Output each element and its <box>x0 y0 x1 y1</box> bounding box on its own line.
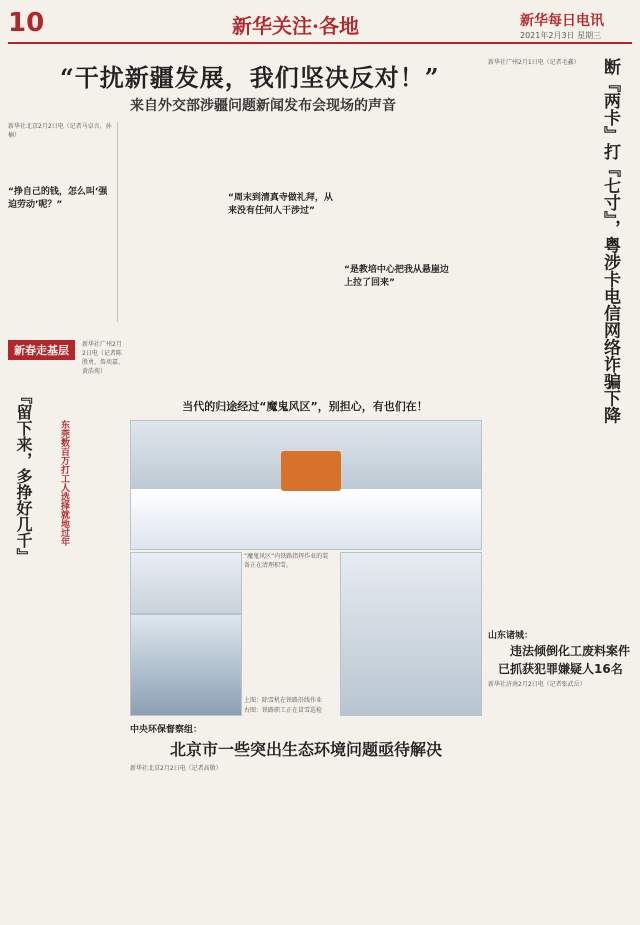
bottom-headline: 北京市一些突出生态环境问题亟待解决 <box>170 740 443 759</box>
right-bottom-dateline: 新华社济南2月2日电（记者张武岳） <box>488 681 586 688</box>
article-column-3 <box>228 122 338 322</box>
main-subhead: 来自外交部涉疆问题新闻发布会现场的声音 <box>130 98 396 114</box>
photo-caption-left: “魔鬼风区”内铁路指挥作业的装备正在清理积雪。 <box>244 553 329 569</box>
photo-caption-body <box>244 552 334 712</box>
right-bottom-headline-2: 已抓获犯罪嫌疑人16名 <box>498 662 623 676</box>
inset-photo-worker-right <box>340 552 482 716</box>
bottom-section-label: 中央环保督察组： <box>130 725 203 735</box>
main-subsection-3: “是教培中心把我从悬崖边上拉了回来” <box>344 265 449 288</box>
right-dateline: 新华社广州2月1日电（记者毛鑫） <box>488 59 580 66</box>
section-masthead: 新华关注·各地 <box>232 14 359 38</box>
newspaper-brand: 新华每日电讯 <box>520 13 604 29</box>
bottom-column-1 <box>130 764 240 914</box>
feature-tag: 新春走基层 <box>8 340 75 360</box>
issue-date: 2021年2月3日 星期三 <box>520 31 602 40</box>
column-divider <box>117 122 118 322</box>
main-subsection-1: “挣自己的钱，怎么叫‘强迫劳动’呢？” <box>8 187 108 210</box>
bottom-dateline: 新华社北京2月2日电（记者高敬） <box>130 765 222 772</box>
main-photo-snow-train <box>130 420 482 550</box>
photo-small-caption-2: 右图：铁路职工正在冒雪巡检 <box>244 707 323 714</box>
main-dateline: 新华社北京2月2日电（记者马卓言、孙楠） <box>8 123 112 139</box>
right-article-body <box>488 58 592 638</box>
right-bottom-headline: 违法倾倒化工废料案件 <box>510 644 631 658</box>
right-bottom-body <box>488 680 632 915</box>
feature-body <box>82 340 124 680</box>
header-rule <box>8 42 632 44</box>
feature-dateline: 新华社广州2月2日电（记者陈胜勇、詹奕嘉、黄浩苑） <box>82 341 124 375</box>
photo-small-caption-1: 上图：除雪机在铁路沿线作业 <box>244 697 323 704</box>
snowplow-vehicle <box>281 451 341 491</box>
photo-caption-title: 当代的归途经过“魔鬼风区”，别担心，有也们在！ <box>182 400 428 413</box>
right-vertical-headline: 断『两卡』打『七寸』，粤涉卡电信网络诈骗下降 <box>600 58 620 424</box>
page-number: 10 <box>8 8 45 38</box>
feature-body-lower <box>8 640 124 910</box>
main-subsection-2: “周末到清真寺做礼拜，从来没有任何人干涉过” <box>228 193 333 216</box>
inset-photo-worker-left <box>130 614 242 716</box>
bottom-column-3 <box>362 764 478 914</box>
article-column-4 <box>344 122 454 322</box>
article-column-2 <box>122 122 222 322</box>
bottom-column-2 <box>246 764 356 914</box>
snow-bank <box>131 489 481 549</box>
inset-photo-left <box>130 552 242 614</box>
right-bottom-section: 山东诸城： <box>488 631 534 641</box>
feature-vertical-subtitle: 东莞数百万打工人选择就地过年 <box>59 420 69 546</box>
article-column-1 <box>8 122 112 322</box>
feature-vertical-title: 『留下来，多挣好几千』 <box>14 388 33 564</box>
main-headline: “干扰新疆发展，我们坚决反对！” <box>60 63 440 92</box>
